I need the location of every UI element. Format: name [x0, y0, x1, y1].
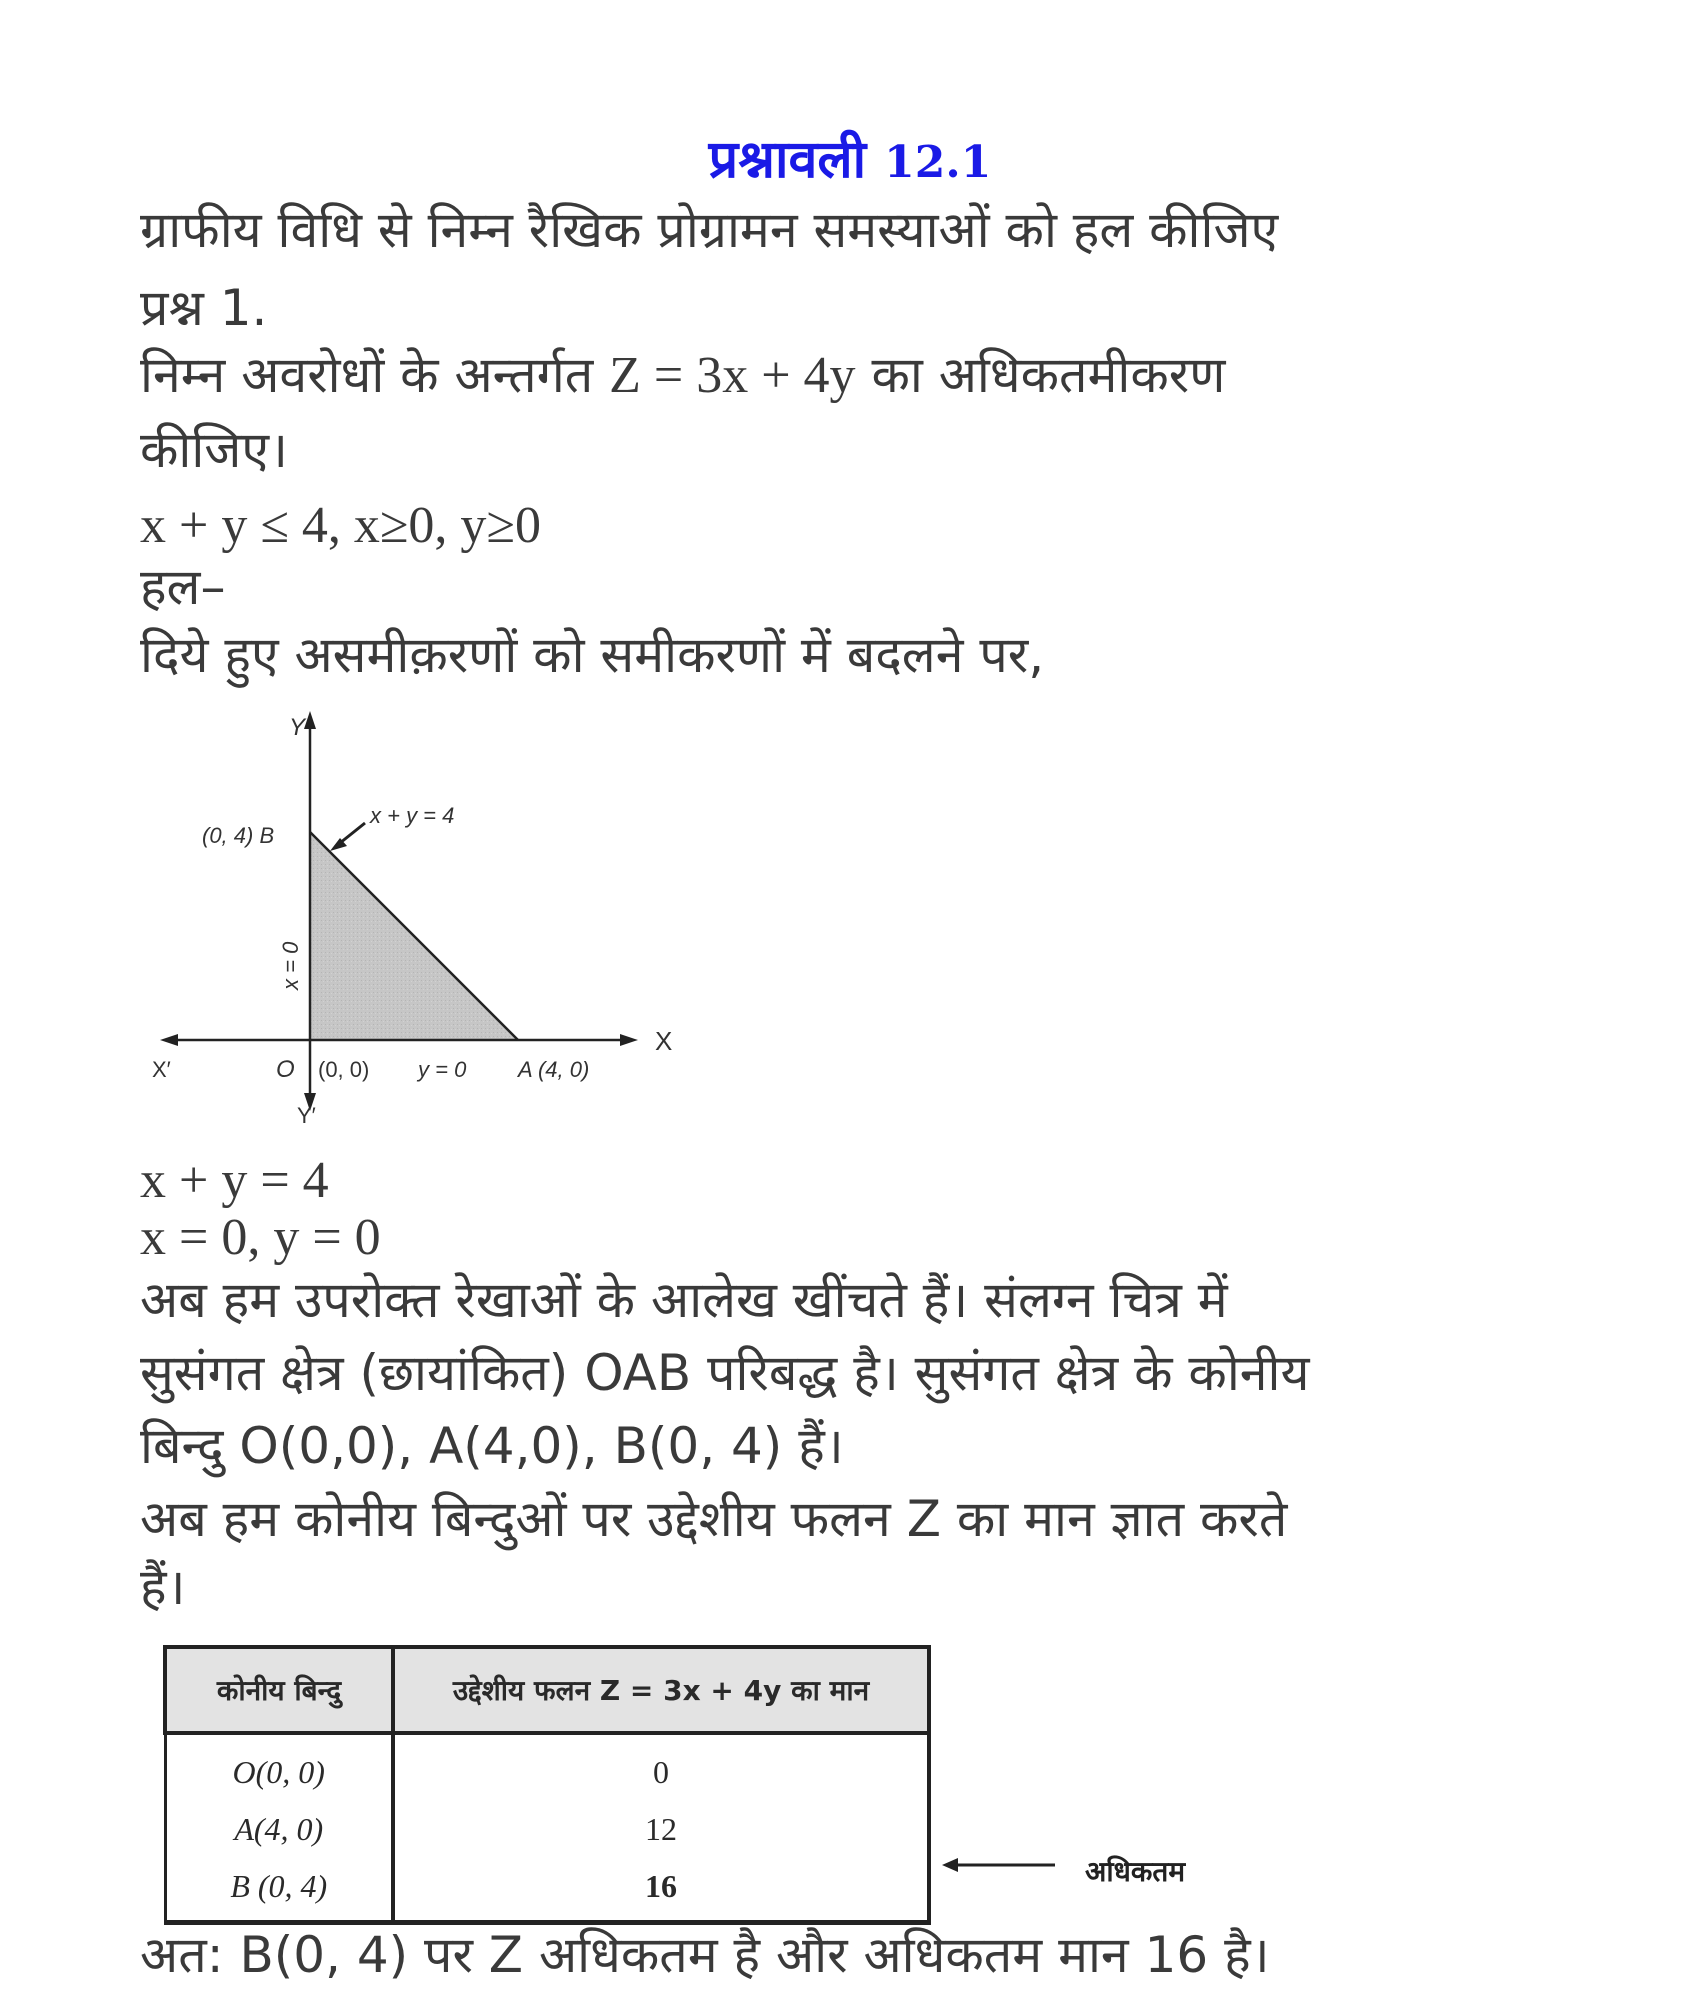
exercise-title-word: प्रश्नावली — [708, 130, 867, 190]
x-axis-arrow-right — [620, 1034, 638, 1046]
y-eq-0-label: y = 0 — [418, 1057, 467, 1082]
x-axis-arrow-left — [160, 1034, 178, 1046]
paragraph-2-line-2: हैं। — [140, 1558, 186, 1616]
x-eq-0-label: x = 0 — [278, 941, 303, 990]
table-cell-value: 12 — [393, 1801, 929, 1858]
y-axis-label: Y — [289, 714, 306, 741]
exercise-title — [0, 122, 1700, 193]
origin-label: O — [276, 1056, 295, 1083]
y-axis-arrow-up — [304, 711, 316, 729]
equation-2: x = 0, y = 0 — [140, 1209, 381, 1266]
table-cell-point: O(0, 0) — [165, 1733, 393, 1801]
table-cell-point: B (0, 4) — [165, 1858, 393, 1923]
exercise-number: 12.1 — [884, 137, 992, 188]
paragraph-1-line-3: बिन्दु O(0,0), A(4,0), B(0, 4) हैं। — [140, 1417, 844, 1475]
table-cell-value: 0 — [393, 1733, 929, 1801]
x-neg-axis-label: X′ — [152, 1057, 171, 1082]
max-note: अधिकतम — [1085, 1855, 1186, 1888]
objective-function: Z = 3x + 4y — [609, 347, 856, 404]
question-line-1-post: का अधिकतमीकरण — [871, 346, 1226, 404]
conclusion-text: अत: B(0, 4) पर Z अधिकतम है और अधिकतम मान 16 है। — [140, 1926, 1270, 1984]
corner-point-table — [163, 1645, 931, 1925]
question-line-1-pre: निम्न अवरोधों के अन्तर्गत — [140, 346, 594, 404]
table-header-row — [165, 1647, 929, 1733]
table-row — [165, 1858, 929, 1923]
feasible-region-graph — [140, 695, 680, 1130]
question-line-1 — [140, 346, 1226, 404]
question-line-2: कीजिए। — [140, 421, 288, 479]
y-neg-axis-label: Y′ — [297, 1103, 316, 1128]
instruction-text: ग्राफीय विधि से निम्न रैखिक प्रोग्रामन समस्याओं को हल कीजिए — [140, 201, 1279, 259]
paragraph-1-line-2: सुसंगत क्षेत्र (छायांकित) OAB परिबद्ध है। सुसंगत क्षेत्र के कोनीय — [140, 1344, 1310, 1402]
table-header-z-value: उद्देशीय फलन Z = 3x + 4y का मान — [393, 1647, 929, 1733]
constraints: x + y ≤ 4, x≥0, y≥0 — [140, 497, 541, 554]
table-header-corner-point: कोनीय बिन्दु — [165, 1647, 393, 1733]
table-row — [165, 1733, 929, 1801]
paragraph-2-line-1: अब हम कोनीय बिन्दुओं पर उद्देशीय फलन Z का मान ज्ञात करते — [140, 1490, 1288, 1548]
table-cell-value-max: 16 — [393, 1858, 929, 1923]
step-1-text: दिये हुए असमीक़रणों को समीकरणों में बदलने पर, — [140, 626, 1045, 684]
point-b-label: (0, 4) B — [202, 823, 275, 848]
equation-1: x + y = 4 — [140, 1152, 329, 1209]
point-a-label: A (4, 0) — [518, 1057, 590, 1082]
table-cell-point: A(4, 0) — [165, 1801, 393, 1858]
question-label: प्रश्न 1. — [140, 279, 268, 337]
paragraph-1-line-1: अब हम उपरोक्त रेखाओं के आलेख खींचते हैं। संलग्न चित्र में — [140, 1271, 1228, 1329]
table-row — [165, 1801, 929, 1858]
max-arrow-icon — [940, 1850, 1060, 1880]
line-equation-label: x + y = 4 — [370, 803, 455, 828]
origin-coord-label: (0, 0) — [318, 1057, 370, 1082]
solution-label: हल– — [140, 558, 226, 616]
x-axis-label: X — [655, 1026, 673, 1056]
